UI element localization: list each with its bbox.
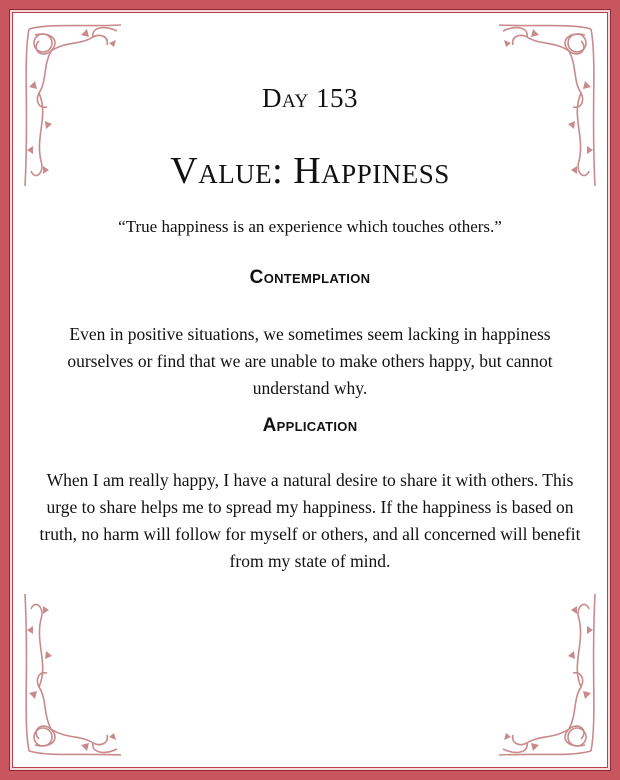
application-heading: Application xyxy=(262,415,358,436)
contemplation-heading: Contemplation xyxy=(249,267,371,288)
floral-scroll-corner-icon xyxy=(21,584,131,759)
value-title: Value: Happiness xyxy=(170,150,450,192)
quote: “True happiness is an experience which touches others.” xyxy=(118,217,502,236)
floral-scroll-corner-icon xyxy=(489,584,599,759)
application-text: When I am really happy, I have a natural desire to share it with others. This urge to share helps me to spread my happiness. If the happiness is based on truth, no harm will follow for myself or others, and all concerned will benefit from my state of mind. xyxy=(39,470,581,571)
contemplation-text: Even in positive situations, we sometimes seem lacking in happiness ourselves or find that we are unable to make others happy, but cannot understand why. xyxy=(67,324,553,398)
day-label: Day 153 xyxy=(262,83,358,113)
